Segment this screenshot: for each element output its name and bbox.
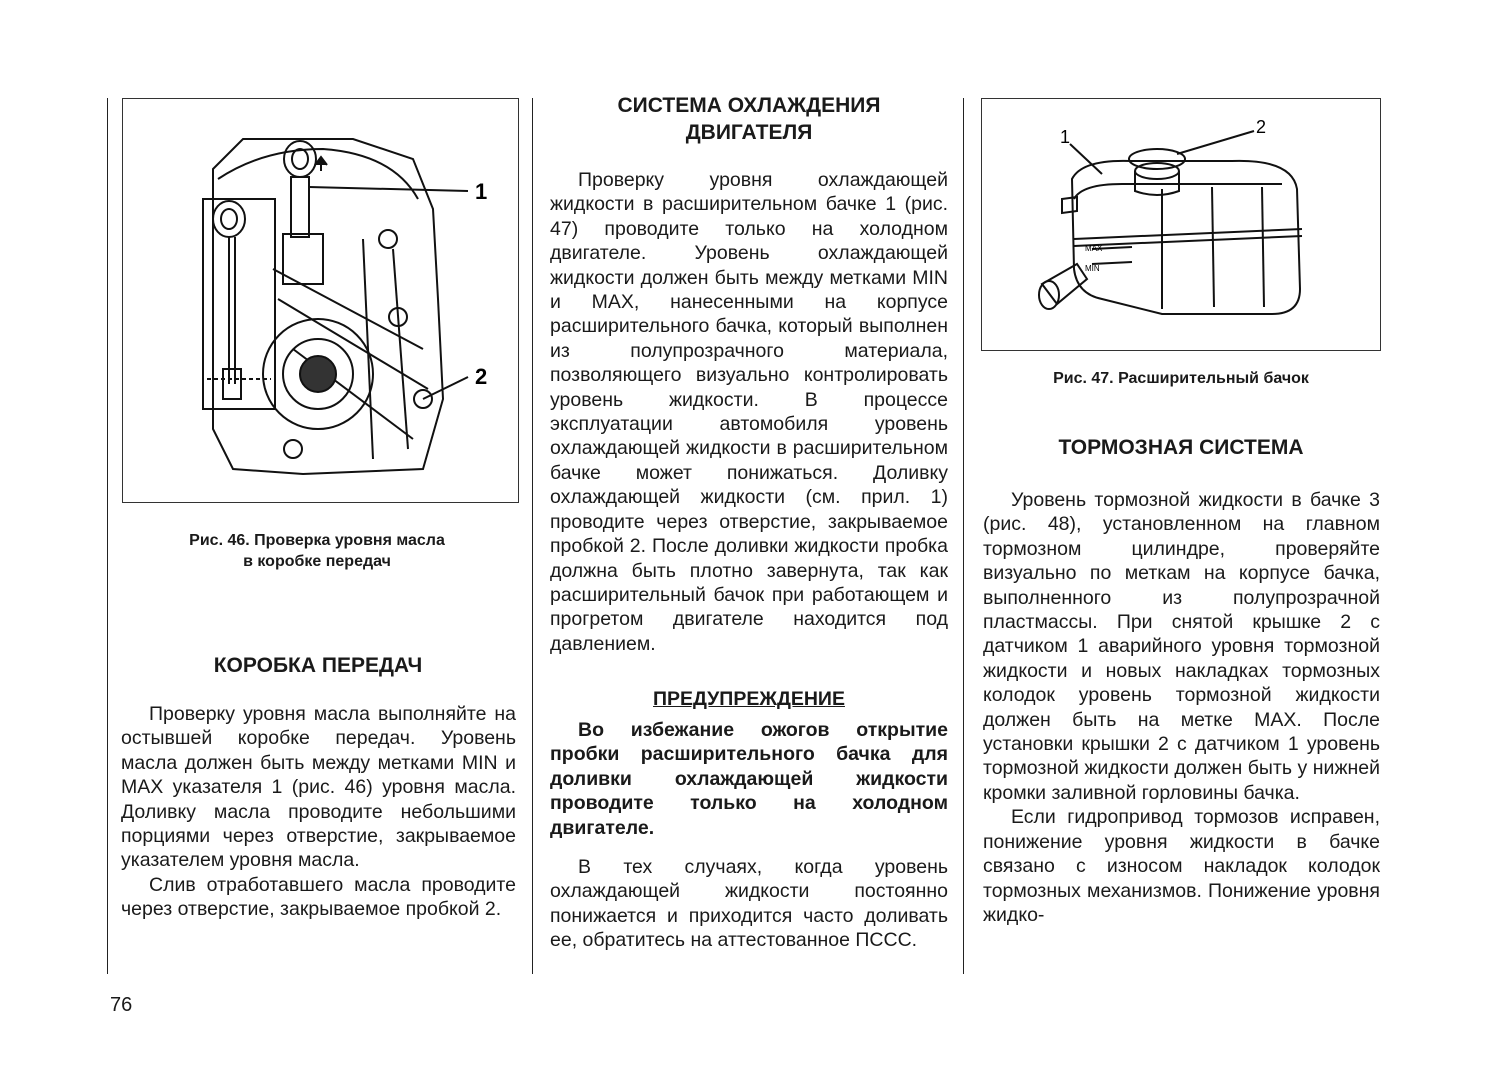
cooling-text bbox=[550, 168, 948, 656]
figure-46-caption-line1: Рис. 46. Проверка уровня масла bbox=[189, 532, 445, 549]
figure-47-caption: Рис. 47. Расширительный бачок bbox=[1053, 370, 1309, 387]
gearbox-paragraph-1: Проверку уровня масла выполняйте на остывшей коробке передач. Уровень масла должен быть между метками MIN и MAX указателя 1 (рис. 46) уровня масла. Доливку масла проводите небольшими порциями через отверстие, закрываемое указателем уровня масла. bbox=[121, 703, 516, 872]
figure-46-label-1: 1 bbox=[475, 179, 488, 204]
gearbox-text bbox=[121, 702, 516, 922]
gearbox-dipstick-illustration bbox=[123, 99, 518, 502]
figure-47-label-2: 2 bbox=[1256, 117, 1267, 137]
column-divider-middle-right bbox=[963, 98, 964, 974]
warning-text bbox=[550, 718, 948, 840]
expansion-tank-illustration bbox=[982, 99, 1380, 350]
cooling-heading bbox=[548, 92, 950, 146]
brake-heading: ТОРМОЗНАЯ СИСТЕМА bbox=[1058, 436, 1304, 459]
page-number: 76 bbox=[110, 994, 133, 1016]
figure-47-label-1: 1 bbox=[1060, 127, 1071, 147]
figure-46-caption bbox=[122, 530, 512, 572]
figure-47-label-min: MIN bbox=[1085, 264, 1100, 273]
figure-47-box bbox=[981, 98, 1381, 351]
figure-46-label-2: 2 bbox=[475, 364, 488, 389]
figure-46-caption-line2: в коробке передач bbox=[243, 553, 391, 570]
column-divider-middle-left bbox=[532, 98, 533, 974]
cooling-text-2 bbox=[550, 855, 948, 953]
cooling-paragraph-1: Проверку уровня охлаждающей жидкости в расширительном бачке 1 (рис. 47) проводите только на холодном двигателе. Уровень охлаждающей жидкости должен быть между метками MIN и MAX, нанесенными на корпусе расширительного бачка, который выполнен из полупрозрачного материала, позволяющего визуально контролировать уровень жидкости. В процессе эксплуатации автомобиля уровень охлаждающей жидкости в расширительном бачке может понижаться. Доливку охлаждающей жидкости (см. прил. 1) проводите через отверстие, закрываемое пробкой 2. После доливки жидкости пробка должна быть плотно завернута, так как расширительный бачок при работающем и прогретом двигателе находится под давлением. bbox=[550, 169, 948, 655]
cooling-paragraph-2: В тех случаях, когда уровень охлаждающей жидкости постоянно понижается и приходится часто доливать ее, обратитесь на аттестованное ПССС. bbox=[550, 856, 948, 952]
cooling-heading-line2: ДВИГАТЕЛЯ bbox=[685, 121, 813, 144]
brake-paragraph-2: Если гидропривод тормозов исправен, понижение уровня жидкости в бачке связано с износом накладок колодок тормозных механизмов. Понижение уровня жидко- bbox=[983, 806, 1380, 926]
brake-paragraph-1: Уровень тормозной жидкости в бачке 3 (рис. 48), установленном на главном тормозном цилиндре, проверяйте визуально по меткам на корпусе бачка, выполненного из полупрозрачной пластмассы. При снятой крышке 2 с датчиком 1 аварийного уровня тормозной жидкости и новых накладках тормозных колодок уровень тормозной жидкости должен быть на метке MAX. После установки крышки 2 с датчиком 1 уровень тормозной жидкости должен быть у нижней кромки заливной горловины бачка. bbox=[983, 489, 1380, 804]
brake-text bbox=[983, 488, 1380, 927]
figure-47-label-max: MAX bbox=[1085, 244, 1103, 253]
gearbox-paragraph-2: Слив отработавшего масла проводите через отверстие, закрываемое пробкой 2. bbox=[121, 873, 516, 921]
warning-title: ПРЕДУПРЕЖДЕНИЕ bbox=[653, 688, 845, 710]
warning-paragraph: Во избежание ожогов открытие пробки расширительного бачка для доливки охлаждающей жидкости проводите только на холодном двигателе. bbox=[550, 719, 948, 839]
cooling-heading-line1: СИСТЕМА ОХЛАЖДЕНИЯ bbox=[617, 94, 881, 117]
gearbox-heading: КОРОБКА ПЕРЕДАЧ bbox=[213, 654, 423, 677]
figure-46-box bbox=[122, 98, 519, 503]
column-divider-left bbox=[107, 98, 108, 974]
